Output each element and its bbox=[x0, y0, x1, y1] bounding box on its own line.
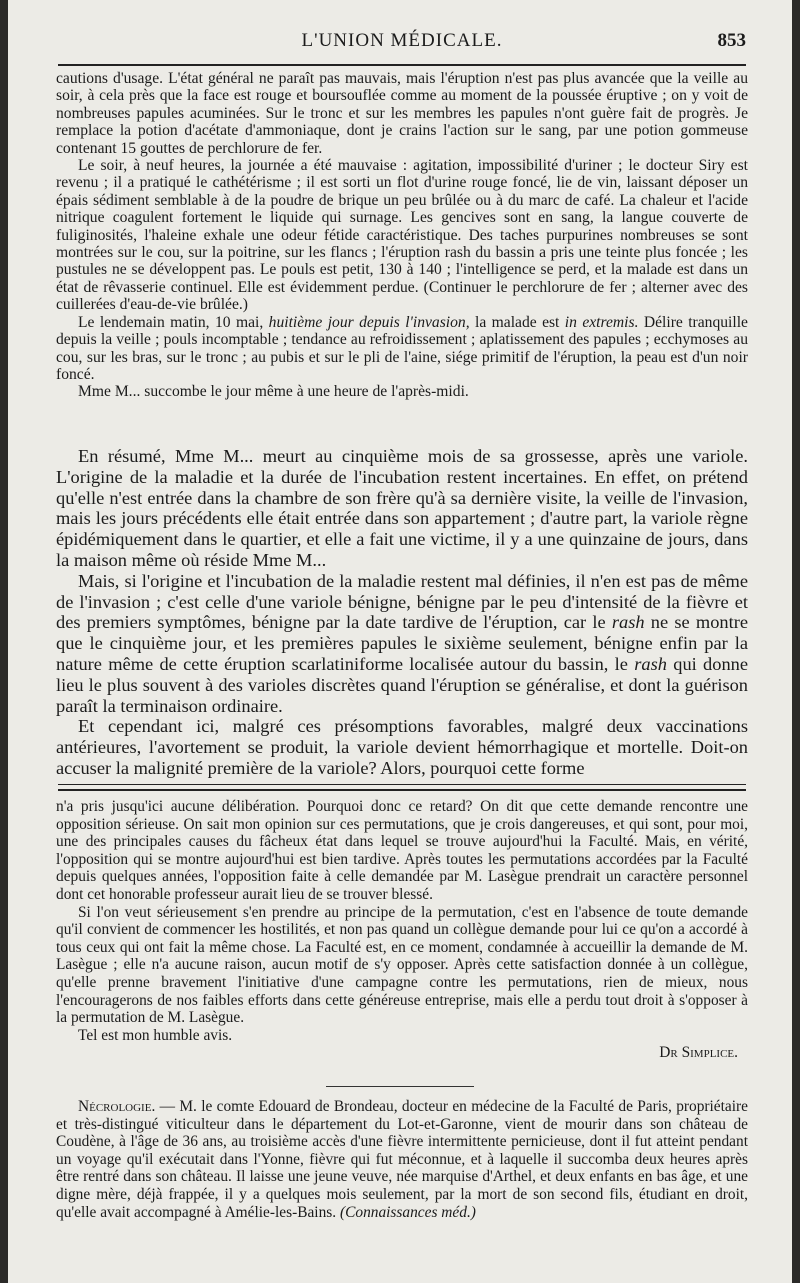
author-signature: Dr Simplice. bbox=[659, 1044, 738, 1062]
necrology-label: Nécrologie. bbox=[78, 1098, 156, 1115]
necrology-paragraph: Nécrologie. — M. le comte Edouard de Brondeau, docteur en médecine de la Faculté de Paris, propriétaire et très-distingué viticulteur dans le département du Lot-et-Garonne, vient de mourir dans son château de Coudène, à l'âge de 36 ans, au troisième accès d'une fièvre intermittente pernicieuse, dont il fut atteint pendant un voyage qu'il exécutait dans l'Yonne, fièvre qui fut méconnue, et à laquelle il succomba deux heures après être rentré dans son château. Il laisse une jeune veuve, née marquise d'Arthel, et deux enfants en bas âge, et une digne mère, déjà frappée, il y a quelques mois seulement, par la mort de son second fils, étudiant en droit, qu'elle avait accompagné à Amélie-les-Bains. (Connaissances méd.) bbox=[56, 1098, 748, 1221]
feuilleton bbox=[56, 798, 748, 1062]
discussion-paragraph-2: Mais, si l'origine et l'incubation de la maladie restent mal définies, il n'en est pas de même de l'invasion ; c'est celle d'une variole bénigne, bénigne par le peu d'intensité de la fièvre et des premiers symptômes, bénigne par la date tardive de l'éruption, car le rash ne se montre que le cinquième jour, et les premières papules le sixième seulement, bénigne enfin par la nature même de cette éruption scarlatiniforme localisée autour du bassin, le rash qui donne lieu le plus souvent à des varioles discrètes quand l'éruption se généralise, et dont la guérison paraît la terminaison ordinaire. bbox=[56, 570, 748, 716]
case-paragraph-3: Le lendemain matin, 10 mai, huitième jour depuis l'invasion, la malade est in extremis. Délire tranquille depuis la veille ; pouls incomptable ; tendance au refroidissement ; aplatissement des papules ; ecchymoses au cou, sur les bras, sur le tronc ; au pubis et sur le pli de l'aine, siége primitif de l'éruption, la peau est d'un noir foncé. bbox=[56, 313, 748, 383]
necrology bbox=[56, 1098, 748, 1221]
feuilleton-separator bbox=[58, 784, 746, 791]
discussion-paragraph-1: En résumé, Mme M... meurt au cinquième mois de sa grossesse, après une variole. L'origine de la maladie et la durée de l'incubation restent incertaines. En effet, on prétend qu'elle n'est entrée dans la chambre de son frère qu'à sa dernière visite, la veille de l'invasion, mais les jours précédents elle était entrée dans son appartement ; d'autre part, la variole règne épidémiquement dans le quartier, et elle a fait une victime, il y a une quinzaine de jours, dans la maison même où réside Mme M... bbox=[56, 446, 748, 570]
feuilleton-paragraph-3: Tel est mon humble avis. bbox=[78, 1026, 233, 1044]
feuilleton-paragraph-2: Si l'on veut sérieusement s'en prendre au principe de la permutation, c'est en l'absence de toute demande qu'il convient de commencer les hostilités, et non pas quand un collègue demande pour lui ce qu'on a accordé à tous ceux qui ont fait la même chose. La Faculté est, en ce moment, condamnée à accueillir la demande de M. Lasègue ; elle n'a aucune raison, aucun motif de s'y opposer. Après cette satisfaction donnée à un collègue, qu'elle prenne bravement l'initiative d'une campagne contre les permutations, rien de mieux, nous l'encouragerons de nos faibles efforts dans cette généreuse entreprise, mais elle a perdu tout droit à s'opposer à la permutation de M. Lasègue. bbox=[56, 903, 748, 1027]
discussion bbox=[56, 446, 748, 779]
journal-title: L'UNION MÉDICALE. bbox=[301, 30, 503, 51]
short-separator bbox=[326, 1086, 474, 1087]
case-paragraph-2: Le soir, à neuf heures, la journée a été mauvaise : agitation, impossibilité d'uriner ; le docteur Siry est revenu ; il a pratiqué le cathétérisme ; il est sorti un flot d'urine rouge foncé, lie de vin, laissant déposer un épais sédiment semblable à de la poudre de brique un peu brûlée ou à du marc de café. La chaleur et l'acide nitrique coagulent fortement le liquide qui surnage. Les gencives sont en sang, la langue couverte de fuliginosités, l'haleine exhale une odeur fétide caractéristique. Des taches purpurines nombreuses se sont montrées sur le cou, sur la poitrine, sur les flancs ; l'éruption rash du bassin a pris une teinte plus foncée ; les pustules ne se développent pas. Le pouls est petit, 130 à 140 ; l'intelligence se perd, et la malade est dans un état de rêvasserie continuel. Elle est évidemment perdue. (Continuer le perchlorure de fer ; alterner avec des cuillerées d'eau-de-vie brûlée.) bbox=[56, 157, 748, 314]
case-report bbox=[56, 70, 748, 401]
feuilleton-paragraph-1: n'a pris jusqu'ici aucune délibération. Pourquoi donc ce retard? On dit que cette demande rencontre une opposition sérieuse. On sait mon opinion sur ces permutations, que je crois dangereuses, et qui sont, pour moi, une des principales causes du fâcheux état dans lequel se trouve aujourd'hui la Faculté. Mais, en vérité, l'opposition qui se montre aujourd'hui est bien tardive. Après toutes les permutations accordées par la Faculté depuis quelques années, l'opposition faite à celle demandée par M. Lasègue prendrait un caractère personnel dont cet honorable professeur aurait lieu de se trouver blessé. bbox=[56, 798, 748, 903]
page-number: 853 bbox=[717, 30, 746, 51]
case-paragraph-4: Mme M... succombe le jour même à une heure de l'après-midi. bbox=[78, 383, 469, 401]
discussion-paragraph-3: Et cependant ici, malgré ces présomptions favorables, malgré deux vaccinations antérieures, l'avortement se produit, la variole devient hémorrhagique et mortelle. Doit-on accuser la malignité première de la variole? Alors, pourquoi cette forme bbox=[56, 716, 748, 778]
case-paragraph-1: cautions d'usage. L'état général ne paraît pas mauvais, mais l'éruption n'est pas plus avancée que la veille au soir, à cela près que la face est rouge et boursouflée comme au moment de la poussée éruptive ; on y voit de nombreuses papules acuminées. Sur le tronc et sur les membres les papules n'ont guère fait de progrès. Je remplace la potion d'acétate d'ammoniaque, dont je crains l'action sur le sang, par une potion gommeuse contenant 15 gouttes de perchlorure de fer. bbox=[56, 70, 748, 157]
header-rule bbox=[58, 64, 746, 66]
document-page bbox=[8, 0, 792, 1283]
necrology-source: (Connaissances méd.) bbox=[339, 1203, 476, 1221]
page-header bbox=[58, 30, 746, 56]
